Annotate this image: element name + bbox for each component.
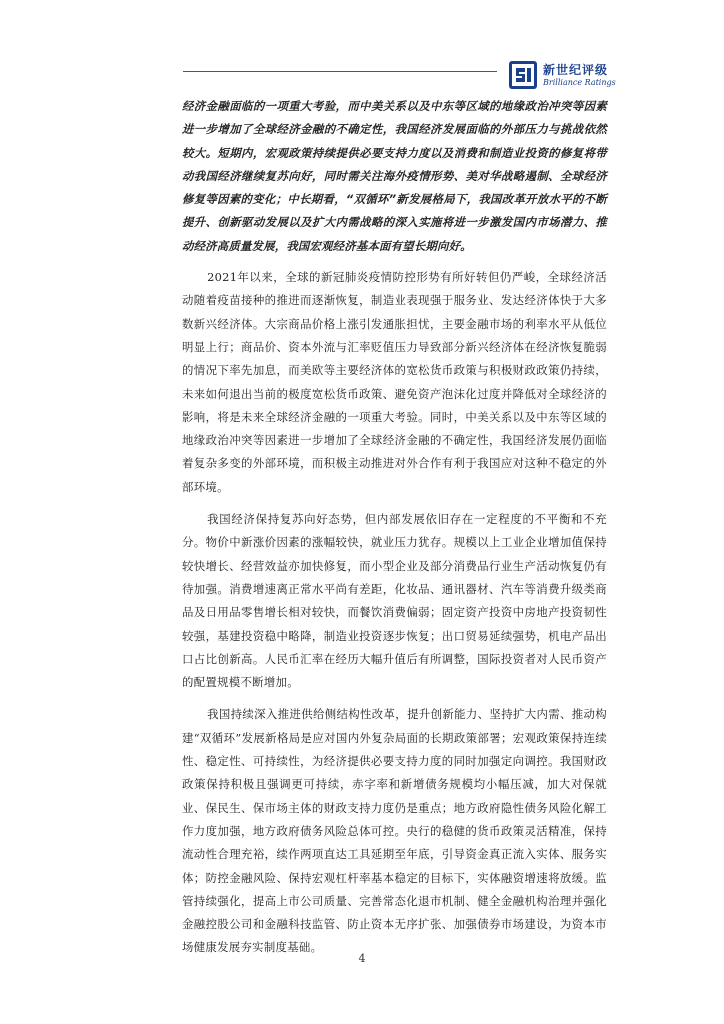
body-paragraph-2: 我国经济保持复苏向好态势，但内部发展依旧存在一定程度的不平衡和不充分。物价中新涨价因素的涨幅较快，就业压力犹存。规模以上工业企业增加值保持较快增长、经营效益亦加快修复，而小型企业及部分消费品行业生产活动恢复仍有待加强。消费增速离正常水平尚有差距，化妆品、通讯器材、汽车等消费升级类商品及日用品零售增长相对较快，而餐饮消费偏弱；固定资产投资中房地产投资韧性较强，基建投资稳中略降，制造业投资逐步恢复；出口贸易延续强势，机电产品出口占比创新高。人民币汇率在经历大幅升值后有所调整，国际投资者对人民币资产的配置规模不断增加。 [182, 512, 607, 690]
document-body [182, 95, 607, 969]
summary-paragraph: 经济金融面临的一项重大考验，而中美关系以及中东等区域的地缘政治冲突等因素进一步增加了全球经济金融的不确定性，我国经济发展面临的外部压力与挑战依然较大。短期内，宏观政策持续提供必要支持力度以及消费和制造业投资的修复将带动我国经济继续复苏向好，同时需关注海外疫情形势、美对华战略遏制、全球经济修复等因素的变化；中长期看，“双循环”新发展格局下，我国改革开放水平的不断提升、创新驱动发展以及扩大内需战略的深入实施将进一步激发国内市场潜力、推动经济高质量发展，我国宏观经济基本面有望长期向好。 [182, 99, 607, 253]
body-paragraph-1: 2021年以来，全球的新冠肺炎疫情防控形势有所好转但仍严峻，全球经济活动随着疫苗接种的推进而逐渐恢复，制造业表现强于服务业、发达经济体快于大多数新兴经济体。大宗商品价格上涨引发通胀担忧，主要金融市场的利率水平从低位明显上行；商品价、资本外流与汇率贬值压力导致部分新兴经济体在经济恢复脆弱的情况下率先加息，而美欧等主要经济体的宽松货币政策与积极财政政策仍持续，未来如何退出当前的极度宽松货币政策、避免资产泡沫化过度并降低对全球经济的影响，将是未来全球经济金融的一项重大考验。同时，中美关系以及中东等区域的地缘政治冲突等因素进一步增加了全球经济金融的不确定性，我国经济发展仍面临着复杂多变的外部环境，而积极主动推进对外合作有利于我国应对这种不稳定的外部环境。 [182, 270, 607, 494]
logo-english-name: Brilliance Ratings [543, 77, 616, 87]
body-paragraph-3: 我国持续深入推进供给侧结构性改革，提升创新能力、坚持扩大内需、推动构建“双循环”发展新格局是应对国内外复杂局面的长期政策部署；宏观政策保持连续性、稳定性、可持续性，为经济提供必要支持力度的同时加强定向调控。我国财政政策保持积极且强调更可持续，赤字率和新增债务规模均小幅压减，加大对保就业、保民生、保市场主体的财政支持力度仍是重点；地方政府隐性债务风险化解工作力度加强，地方政府债务风险总体可控。央行的稳健的货币政策灵活精准，保持流动性合理充裕，续作两项直达工具延期至年底，引导资金真正流入实体、服务实体；防控金融风险、保持宏观杠杆率基本稳定的目标下，实体融资增速将放缓。监管持续强化，提高上市公司质量、完善常态化退市机制、健全金融机构治理并强化金融控股公司和金融科技监管、防止资本无序扩张、加强债券市场建设，为资本市场健康发展夯实制度基础。 [182, 707, 607, 955]
logo-chinese-name: 新世纪评级 [543, 62, 609, 77]
page-number: 4 [358, 952, 366, 965]
logo-mark-icon [508, 60, 538, 90]
header-rule [183, 71, 497, 72]
company-logo [508, 58, 628, 92]
